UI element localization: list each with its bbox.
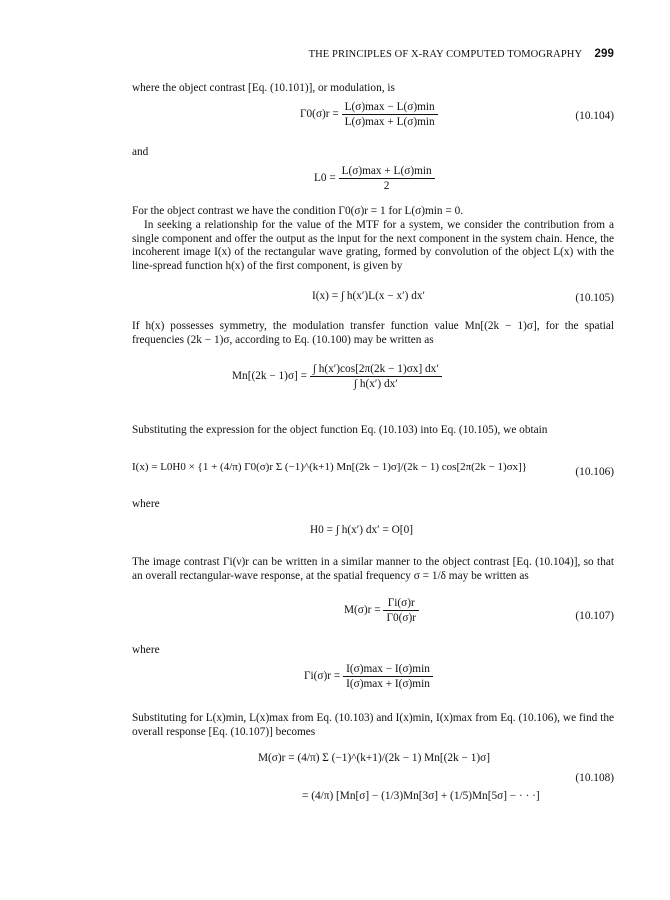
- eq107-fraction: [383, 596, 419, 625]
- eq107-lhs: M(σ)r =: [344, 604, 381, 617]
- eq107-numerator: Γi(σ)r: [387, 597, 415, 609]
- gi-numerator: I(σ)max − I(σ)min: [346, 663, 430, 675]
- eq105-number: (10.105): [575, 292, 614, 304]
- equation-10-108-line-1: M(σ)r = (4/π) Σ (−1)^(k+1)/(2k − 1) Mn[(2k − 1)σ]: [258, 752, 490, 764]
- paragraph-10: Substituting for L(x)min, L(x)max from Eq. (10.103) and I(x)min, I(x)max from Eq. (10.106), we find the overall response [Eq. (10.107)] becomes: [132, 712, 614, 738]
- equation-10-108-line-2: = (4/π) [Mn[σ] − (1/3)Mn[3σ] + (1/5)Mn[5σ] − · · ·]: [302, 790, 540, 802]
- paragraph-3: For the object contrast we have the condition Γ0(σ)r = 1 for L(σ)min = 0.: [132, 205, 464, 217]
- paragraph-4: In seeking a relationship for the value of the MTF for a system, we consider the contribution from a single component and offer the output as the input for the next component in the system chain. Hence, the incoherent image I(x) of the rectangular wave grating, formed by convolution of the object L(x) with the line-spread function h(x) of the first component, is given by: [132, 219, 614, 272]
- paragraph-8: The image contrast Γi(ν)r can be written in a similar manner to the object contrast [Eq. (10.104)], so that an overall rectangular-wave response, at the spatial frequency σ = 1/δ may be written as: [132, 556, 614, 582]
- l0-lhs: L0 =: [314, 172, 336, 185]
- l0-denominator: 2: [339, 178, 435, 193]
- mn-lhs: Mn[(2k − 1)σ] =: [232, 370, 307, 383]
- l0-numerator: L(σ)max + L(σ)min: [341, 165, 432, 177]
- eq106-number: (10.106): [575, 466, 614, 478]
- running-title: THE PRINCIPLES OF X-RAY COMPUTED TOMOGRAPHY: [308, 49, 582, 60]
- running-header: [309, 48, 614, 60]
- eq104-lhs: Γ0(σ)r =: [300, 108, 339, 121]
- equation-l0: [314, 164, 435, 193]
- equation-10-105: I(x) = ∫ h(x′)L(x − x′) dx′: [312, 290, 425, 302]
- eq108-number: (10.108): [575, 772, 614, 784]
- equation-10-106: I(x) = L0H0 × {1 + (4/π) Γ0(σ)r Σ (−1)^(k+1) Mn[(2k − 1)σ]/(2k − 1) cos[2π(2k − 1)σx]}: [132, 461, 528, 473]
- eq104-denominator: L(σ)max + L(σ)min: [342, 114, 438, 129]
- equation-mtf: [232, 362, 442, 391]
- mn-denominator: ∫ h(x′) dx′: [310, 376, 442, 391]
- eq104-numerator: L(σ)max − L(σ)min: [344, 101, 435, 113]
- page-number: 299: [594, 48, 614, 60]
- paragraph-7: where: [132, 498, 160, 510]
- equation-10-104: [300, 100, 438, 129]
- mn-numerator: ∫ h(x′)cos[2π(2k − 1)σx] dx′: [312, 363, 439, 375]
- equation-10-107: [344, 596, 419, 625]
- mn-fraction: [310, 362, 442, 391]
- paragraph-6: Substituting the expression for the object function Eq. (10.103) into Eq. (10.105), we obtain: [132, 424, 548, 436]
- paragraph-5: If h(x) possesses symmetry, the modulation transfer function value Mn[(2k − 1)σ], for the spatial frequencies (2k − 1)σ, according to Eq. (10.100) may be written as: [132, 320, 614, 346]
- equation-h0: H0 = ∫ h(x′) dx′ = O[0]: [310, 524, 413, 536]
- eq107-number: (10.107): [575, 610, 614, 622]
- gi-denominator: I(σ)max + I(σ)min: [343, 676, 433, 691]
- paragraph-2: and: [132, 146, 149, 158]
- paragraph-1: where the object contrast [Eq. (10.101)], or modulation, is: [132, 82, 395, 94]
- paragraph-9: where: [132, 644, 160, 656]
- eq107-denominator: Γ0(σ)r: [383, 610, 419, 625]
- l0-fraction: [339, 164, 435, 193]
- equation-gamma-i: [304, 662, 433, 691]
- eq104-number: (10.104): [575, 110, 614, 122]
- gi-fraction: [343, 662, 433, 691]
- eq104-fraction: [342, 100, 438, 129]
- gi-lhs: Γi(σ)r =: [304, 670, 341, 683]
